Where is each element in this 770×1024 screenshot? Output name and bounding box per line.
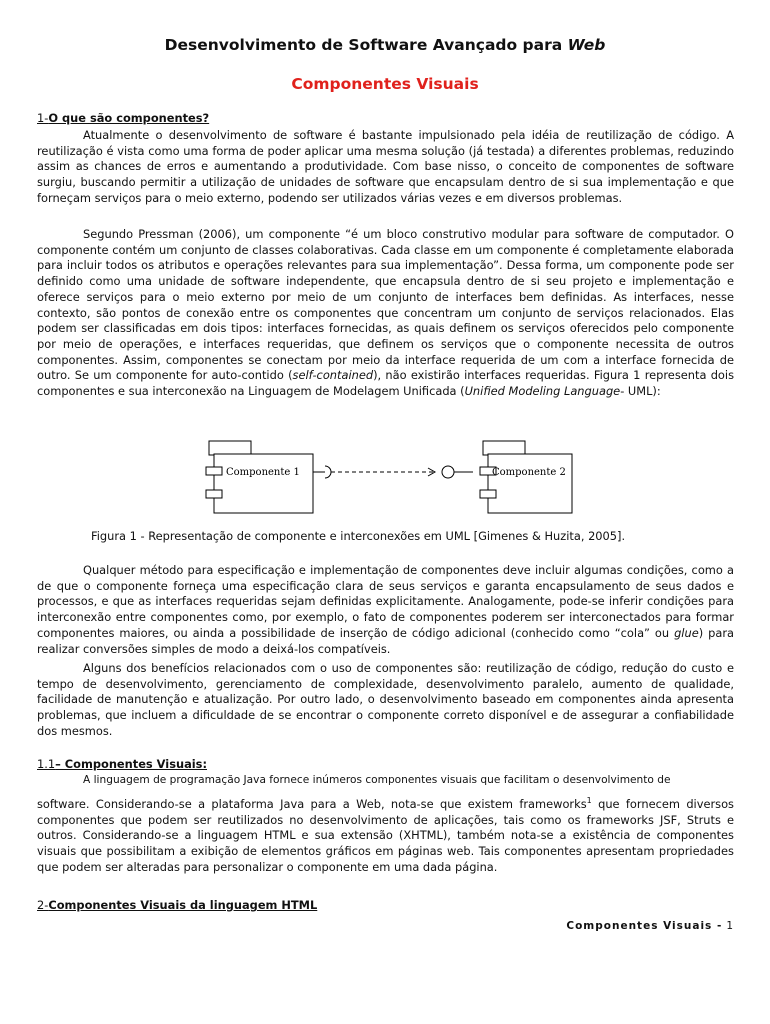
section-1-paragraph-1: Atualmente o desenvolvimento de software é bastante impulsionado pela idéia de reutilização de código. A reutilização é vista como uma forma de poder aplicar uma mesma solução (já testada) a diferentes problemas, reduzindo assim as chances de erros e aumentando a produtividade. Com base nisso, o conceito de componentes de software surgiu, buscando permitir a utilização de unidades de software que encapsulam dentro de si sua implementação e que forneçam serviços para o meio externo, podendo ser utilizados várias vezes e em diversos problemas. bbox=[37, 128, 734, 205]
section-2-title: Componentes Visuais da linguagem HTML bbox=[48, 898, 318, 912]
uml-component-diagram bbox=[205, 437, 575, 517]
component-1-label: Componente 1 bbox=[226, 467, 300, 478]
p2-text-e: - UML): bbox=[620, 384, 661, 399]
p2-italic-uml: Unified Modeling Language bbox=[464, 384, 621, 399]
title-main: Desenvolvimento de Software Avançado para bbox=[164, 36, 568, 54]
provided-interface-lollipop bbox=[442, 466, 454, 478]
footer-label: Componentes Visuais - bbox=[566, 920, 723, 932]
page-title bbox=[0, 36, 770, 54]
component-2-port-bottom bbox=[480, 490, 496, 498]
section-1-paragraph-4: Alguns dos benefícios relacionados com o uso de componentes são: reutilização de código, redução do custo e tempo de desenvolvimento, gerenciamento de complexidade, desenvolvimento paralelo, aumento de qualidade, facilidade de manutenção e atualização. Por outro lado, o desenvolvimento baseado em componentes ainda apresenta problemas, que incluem a dificuldade de se encontrar o componente correto disponível e de assegurar a confiabilidade dos mesmos. bbox=[37, 661, 734, 738]
page-footer bbox=[566, 920, 734, 932]
p2-italic-self-contained: self-contained bbox=[292, 368, 374, 383]
p3-text-c: ) para realizar conversões simples de modo a deixá-los compatíveis. bbox=[37, 625, 734, 656]
required-interface-socket bbox=[325, 466, 331, 478]
p3-italic-glue: glue bbox=[674, 625, 699, 640]
section-1-1-title: – Componentes Visuais: bbox=[55, 757, 208, 771]
figure-1-caption: Figura 1 - Representação de componente e interconexões em UML [Gimenes & Huzita, 2005]. bbox=[91, 529, 626, 543]
component-1-box bbox=[214, 454, 313, 513]
component-1-port-top bbox=[206, 467, 222, 475]
component-2-box bbox=[488, 454, 572, 513]
section-1-1-heading bbox=[37, 757, 207, 771]
component-2-tab bbox=[483, 441, 525, 455]
section-1-heading bbox=[37, 111, 209, 125]
section-1-1-paragraph-line-1: A linguagem de programação Java fornece inúmeros componentes visuais que facilitam o desenvolvimento de bbox=[83, 774, 671, 786]
title-italic: Web bbox=[567, 36, 606, 54]
section-1-title: O que são componentes? bbox=[48, 111, 210, 125]
section-1-paragraph-2 bbox=[37, 227, 734, 400]
s11-text-a: software. Considerando-se a plataforma Java para a Web, nota-se que existem frameworks bbox=[37, 796, 587, 811]
section-1-1-number: 1.1 bbox=[37, 757, 56, 771]
section-1-1-paragraph-1 bbox=[37, 793, 734, 875]
section-1-number: 1- bbox=[37, 111, 49, 125]
section-1-paragraph-3 bbox=[37, 563, 734, 657]
page-number: 1 bbox=[726, 920, 734, 932]
component-1-port-bottom bbox=[206, 490, 222, 498]
section-2-number: 2- bbox=[37, 898, 49, 912]
s11-text-b: que fornecem diversos componentes que podem ser reutilizados no desenvolvimento de aplicações, tais como os frameworks JSF, Struts e outros. Considerando-se a linguagem HTML e sua extensão (XHTML), também nota-se a existência de componentes visuais que possibilitam a exibição de elementos gráficos em páginas web. Tais componentes apresentam propriedades que podem ser alteradas para personalizar o componente em uma dada página. bbox=[37, 796, 734, 874]
component-2-label: Componente 2 bbox=[492, 467, 566, 478]
p3-text-a: Qualquer método para especificação e implementação de componentes deve incluir algumas condições, como a de que o componente forneça uma especificação clara de seus serviços e garanta encapsulamento de seus dados e processos, e que as interfaces requeridas sejam definidas explicitamente. Analogamente, pode-se inferir condições para interconexão entre componentes como, por exemplo, o fato de componentes poderem ser interconectados para formar componentes maiores, ou ainda a possibilidade de inserção de código adicional (conhecido como “cola” ou bbox=[37, 563, 734, 640]
footnote-marker: 1 bbox=[586, 796, 592, 805]
section-2-heading bbox=[37, 898, 317, 912]
component-1-tab bbox=[209, 441, 251, 455]
p2-text-c: ), não existirão interfaces requeridas. Figura 1 representa dois componentes e sua interconexão na Linguagem de Modelagem Unificada ( bbox=[37, 368, 735, 399]
p2-text-a: Segundo Pressman (2006), um componente “é um bloco construtivo modular para software de computador. O componente contém um conjunto de classes colaborativas. Cada classe em um componente é completamente elaborada para incluir todos os atributos e operações relevantes para sua implementação”. Dessa forma, um componente pode ser definido como uma unidade de software independente, que encapsula dentro de si seu projeto e implementação e oferece serviços para o meio externo por meio de um conjunto de interfaces bem definidas. As interfaces, nesse contexto, são pontos de conexão entre os componentes que concentram um conjunto de serviços relacionados. Elas podem ser classificadas em dois tipos: interfaces fornecidas, as quais definem os serviços oferecidos pelo componente por meio de operações, e interfaces requeridas, que definem os serviços que o componente necessita de outros componentes. Assim, componentes se conectam por meio da interface requerida de um com a interface fornecida de outro. Se um componente for auto-contido ( bbox=[37, 227, 734, 383]
page-subtitle: Componentes Visuais bbox=[291, 75, 479, 93]
